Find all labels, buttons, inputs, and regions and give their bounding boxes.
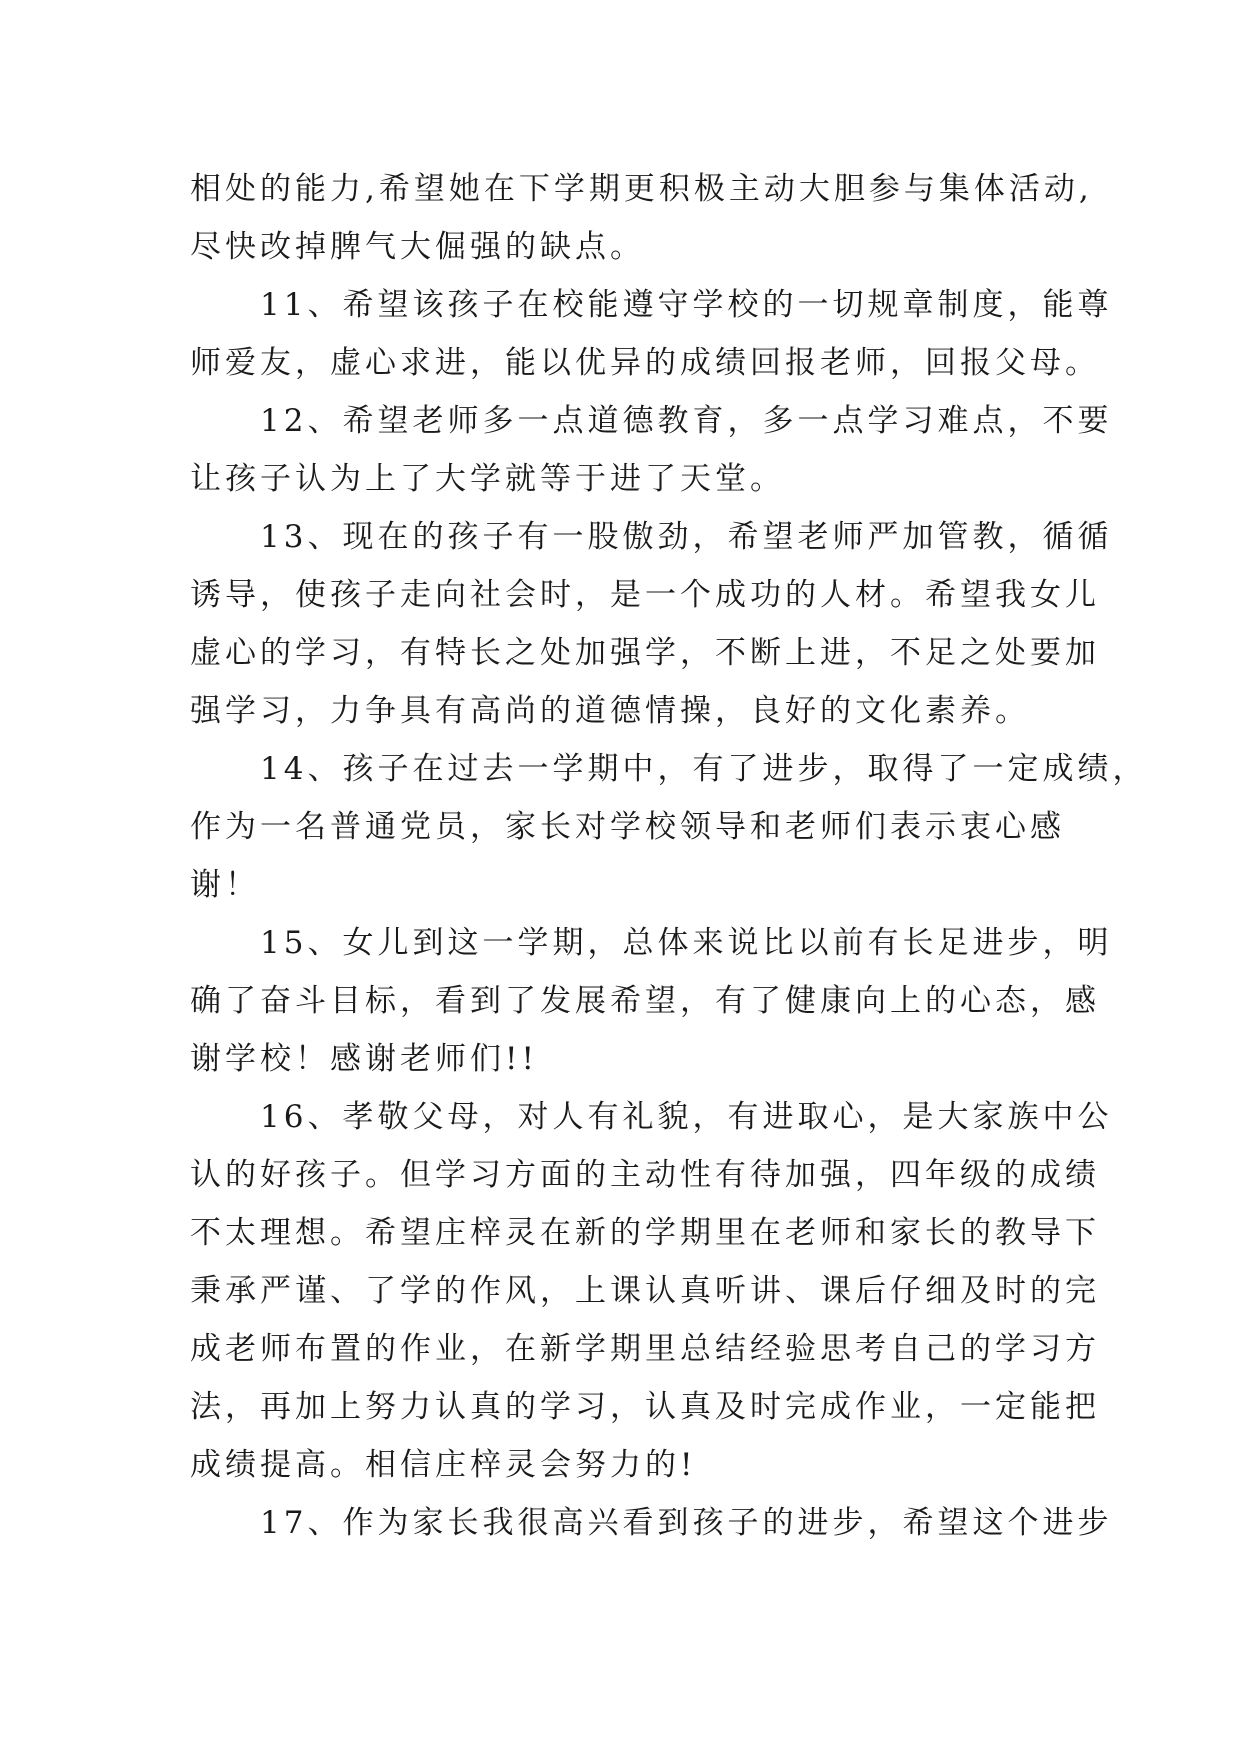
text-line: 作为一名普通党员，家长对学校领导和老师们表示衷心感 [190, 809, 1065, 845]
text-line: 虚心的学习，有特长之处加强学，不断上进，不足之处要加 [190, 635, 1100, 671]
text-line: 成绩提高。相信庄梓灵会努力的! [190, 1447, 697, 1483]
text-line: 16、孝敬父母，对人有礼貌，有进取心，是大家族中公 [190, 1099, 1113, 1135]
text-line: 17、作为家长我很高兴看到孩子的进步，希望这个进步 [190, 1505, 1113, 1541]
text-line: 法，再加上努力认真的学习，认真及时完成作业，一定能把 [190, 1389, 1100, 1425]
text-line: 成老师布置的作业，在新学期里总结经验思考自己的学习方 [190, 1331, 1100, 1367]
text-line: 尽快改掉脾气大倔强的缺点。 [190, 229, 645, 265]
text-line: 11、希望该孩子在校能遵守学校的一切规章制度，能尊 [190, 287, 1113, 323]
text-line: 师爱友，虚心求进，能以优异的成绩回报老师，回报父母。 [190, 345, 1100, 381]
text-line: 强学习，力争具有高尚的道德情操，良好的文化素养。 [190, 693, 1030, 729]
text-line: 14、孩子在过去一学期中，有了进步，取得了一定成绩， [190, 751, 1148, 787]
text-line: 让孩子认为上了大学就等于进了天堂。 [190, 461, 785, 497]
text-line: 诱导，使孩子走向社会时，是一个成功的人材。希望我女儿 [190, 577, 1100, 613]
text-line: 确了奋斗目标，看到了发展希望，有了健康向上的心态，感 [190, 983, 1100, 1019]
text-line: 12、希望老师多一点道德教育，多一点学习难点，不要 [190, 403, 1113, 439]
text-line: 15、女儿到这一学期，总体来说比以前有长足进步，明 [190, 925, 1113, 961]
text-line: 秉承严谨、了学的作风，上课认真听讲、课后仔细及时的完 [190, 1273, 1100, 1309]
text-line: 13、现在的孩子有一股傲劲，希望老师严加管教，循循 [190, 519, 1113, 555]
document-body [190, 160, 1148, 1552]
text-line: 认的好孩子。但学习方面的主动性有待加强，四年级的成绩 [190, 1157, 1100, 1193]
text-line: 相处的能力,希望她在下学期更积极主动大胆参与集体活动, [190, 171, 1093, 207]
text-line: 谢！ [190, 867, 260, 903]
text-line: 谢学校！感谢老师们!! [190, 1041, 538, 1077]
text-line: 不太理想。希望庄梓灵在新的学期里在老师和家长的教导下 [190, 1215, 1100, 1251]
